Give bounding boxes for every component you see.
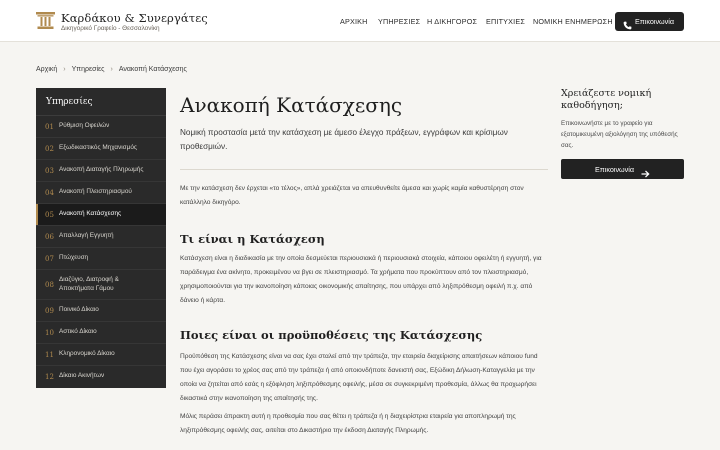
sidebar-item-number: 10 (45, 329, 54, 337)
brand-subtitle: Δικηγορικό Γραφείο - Θεσσαλονίκη (61, 25, 160, 32)
sidebar-item-seizure[interactable] (36, 204, 166, 226)
sidebar-item-label: Ποινικό Δίκαιο (59, 306, 99, 313)
breadcrumb-separator: › (110, 66, 113, 73)
sidebar-item-number: 05 (45, 211, 54, 219)
sidebar-item-bankruptcy[interactable] (36, 248, 166, 270)
aside-text: Επικοινωνήστε με το γραφείο για εξατομικευμένη αξιολόγηση της υπόθεσής σας. (561, 120, 678, 149)
sidebar-item-debt-settlement[interactable] (36, 116, 166, 138)
sidebar-item-number: 06 (45, 233, 54, 241)
nav-item-home[interactable]: ΑΡΧΙΚΗ (340, 17, 368, 26)
phone-icon (623, 17, 632, 26)
sidebar-item-label: Κληρονομικό Δίκαιο (59, 350, 115, 357)
breadcrumb (36, 66, 187, 73)
section-heading-what-is: Τι είναι η Κατάσχεση (180, 232, 325, 246)
sidebar-item-number: 11 (45, 351, 54, 359)
sidebar-item-label: Εξωδικαστικός Μηχανισμός (59, 144, 137, 151)
sidebar-item-number: 12 (45, 373, 54, 381)
sidebar-item-number: 07 (45, 255, 54, 263)
section-heading-prerequisites: Ποιες είναι οι προϋποθέσεις της Κατάσχεσης (180, 328, 483, 342)
sidebar-item-out-of-court[interactable] (36, 138, 166, 160)
nav-item-lawyer[interactable]: Η ΔΙΚΗΓΟΡΟΣ (427, 17, 478, 26)
sidebar-item-inheritance-law[interactable] (36, 344, 166, 366)
arrow-right-icon (641, 165, 650, 173)
intro-paragraph: Με την κατάσχεση δεν έρχεται «το τέλος», απλά χρειάζεται να απευθυνθείτε άμεσα και χωρίς καμία καθυστέρηση στον κατάλληλο δικηγόρο. (180, 185, 524, 206)
prerequisites-paragraph-1: Προϋπόθεση της Κατάσχεσης είναι να σας έχει σταλεί από την τράπεζα, την εταιρεία διαχείρισης απαιτήσεων κάποιου fund που έχει αγοράσει το χρέος σας από την τράπεζα ή από οποιονδήποτε δανειστή σας, Εξώδικη Δήλωση-Καταγγελία με την οποία να ζητείται από εσάς η εξόφληση ληξιπρόθεσμης οφειλής, μέσα σε συγκεκριμένη προθεσμία, άλλως θα προχωρήσει δικαστικά στην ικανοποίηση της απαίτησής της. (180, 353, 538, 402)
header-contact-button[interactable] (615, 12, 684, 31)
nav-item-services[interactable]: ΥΠΗΡΕΣΙΕΣ (378, 17, 421, 26)
sidebar-item-label: Απαλλαγή Εγγυητή (59, 232, 114, 239)
aside-contact-button[interactable] (561, 159, 684, 179)
sidebar-item-number: 02 (45, 145, 54, 153)
sidebar-item-number: 04 (45, 189, 54, 197)
content-divider (180, 169, 548, 170)
sidebar-item-number: 03 (45, 167, 54, 175)
sidebar-item-label: Ρύθμιση Οφειλών (59, 122, 110, 129)
breadcrumb-separator: › (63, 66, 66, 73)
main-nav (0, 17, 720, 27)
breadcrumb-home[interactable]: Αρχική (36, 66, 58, 73)
sidebar-item-real-estate-law[interactable] (36, 366, 166, 388)
prerequisites-paragraph-2: Μόλις περάσει άπρακτη αυτή η προθεσμία που σας θέτει η τράπεζα ή η διαχειρίστρια εταιρεία για αποπληρωμή της ληξιπρόθεσμης οφειλής σας, αιτείται στο Δικαστήριο την έκδοση Διαταγής Πληρωμής. (180, 413, 516, 434)
breadcrumb-current: Ανακοπή Κατάσχεσης (118, 66, 187, 73)
nav-item-legal-news[interactable]: ΝΟΜΙΚΗ ΕΝΗΜΕΡΩΣΗ (533, 17, 613, 26)
sidebar-item-label: Δίκαιο Ακινήτων (59, 372, 105, 379)
site-header (0, 0, 720, 42)
sidebar-item-payment-order[interactable] (36, 160, 166, 182)
aside-title: Χρειάζεστε νομική καθοδήγηση; (561, 88, 652, 111)
sidebar-item-divorce[interactable] (36, 270, 166, 300)
sidebar-item-auction[interactable] (36, 182, 166, 204)
header-contact-label: Επικοινωνία (635, 17, 675, 26)
sidebar-item-label: Διαζύγιο, Διατροφή & Αποκτήματα Γάμου (59, 276, 119, 292)
sidebar-item-criminal-law[interactable] (36, 300, 166, 322)
sidebar-item-label: Ανακοπή Διαταγής Πληρωμής (59, 166, 144, 173)
sidebar-item-label: Ανακοπή Κατάσχεσης (59, 210, 122, 217)
breadcrumb-services[interactable]: Υπηρεσίες (71, 66, 105, 73)
brand-name[interactable]: Καρδάκου & Συνεργάτες (61, 11, 208, 25)
nav-item-successes[interactable]: ΕΠΙΤΥΧΙΕΣ (486, 17, 525, 26)
sidebar-item-civil-law[interactable] (36, 322, 166, 344)
sidebar-item-guarantor[interactable] (36, 226, 166, 248)
sidebar-item-number: 01 (45, 123, 54, 131)
page-title: Ανακοπή Κατάσχεσης (180, 93, 403, 117)
sidebar-item-label: Ανακοπή Πλειστηριασμού (59, 188, 132, 195)
page-lead: Νομική προστασία μετά την κατάσχεση με άμεσο έλεγχο πράξεων, εγγράφων και κρίσιμων προθεσμιών. (180, 128, 508, 151)
sidebar-item-label: Αστικό Δίκαιο (59, 328, 97, 335)
sidebar-title: Υπηρεσίες (46, 97, 93, 107)
aside-contact-label: Επικοινωνία (595, 165, 635, 174)
sidebar-item-label: Πτώχευση (59, 254, 89, 261)
sidebar-item-number: 09 (45, 307, 54, 315)
services-sidebar (36, 88, 166, 388)
what-is-paragraph: Κατάσχεση είναι η διαδικασία με την οποία δεσμεύεται περιουσιακά ή περιουσιακά στοιχεία, κάποιου οφειλέτη ή εγγυητή, για παράδειγμα ένα ακίνητο, προκειμένου να βγει σε πλειστηριασμό. Τα χρήματα που προκύπτουν από τον πλειστηριασμό, χρησιμοποιούνται για την ικανοποίηση κάποιας οικονομικής απαίτησης, που υπάρχει από ληξιπρόθεσμη οφειλή π.χ. από δάνειο ή κάρτα. (180, 255, 542, 304)
sidebar-item-number: 08 (45, 281, 54, 289)
